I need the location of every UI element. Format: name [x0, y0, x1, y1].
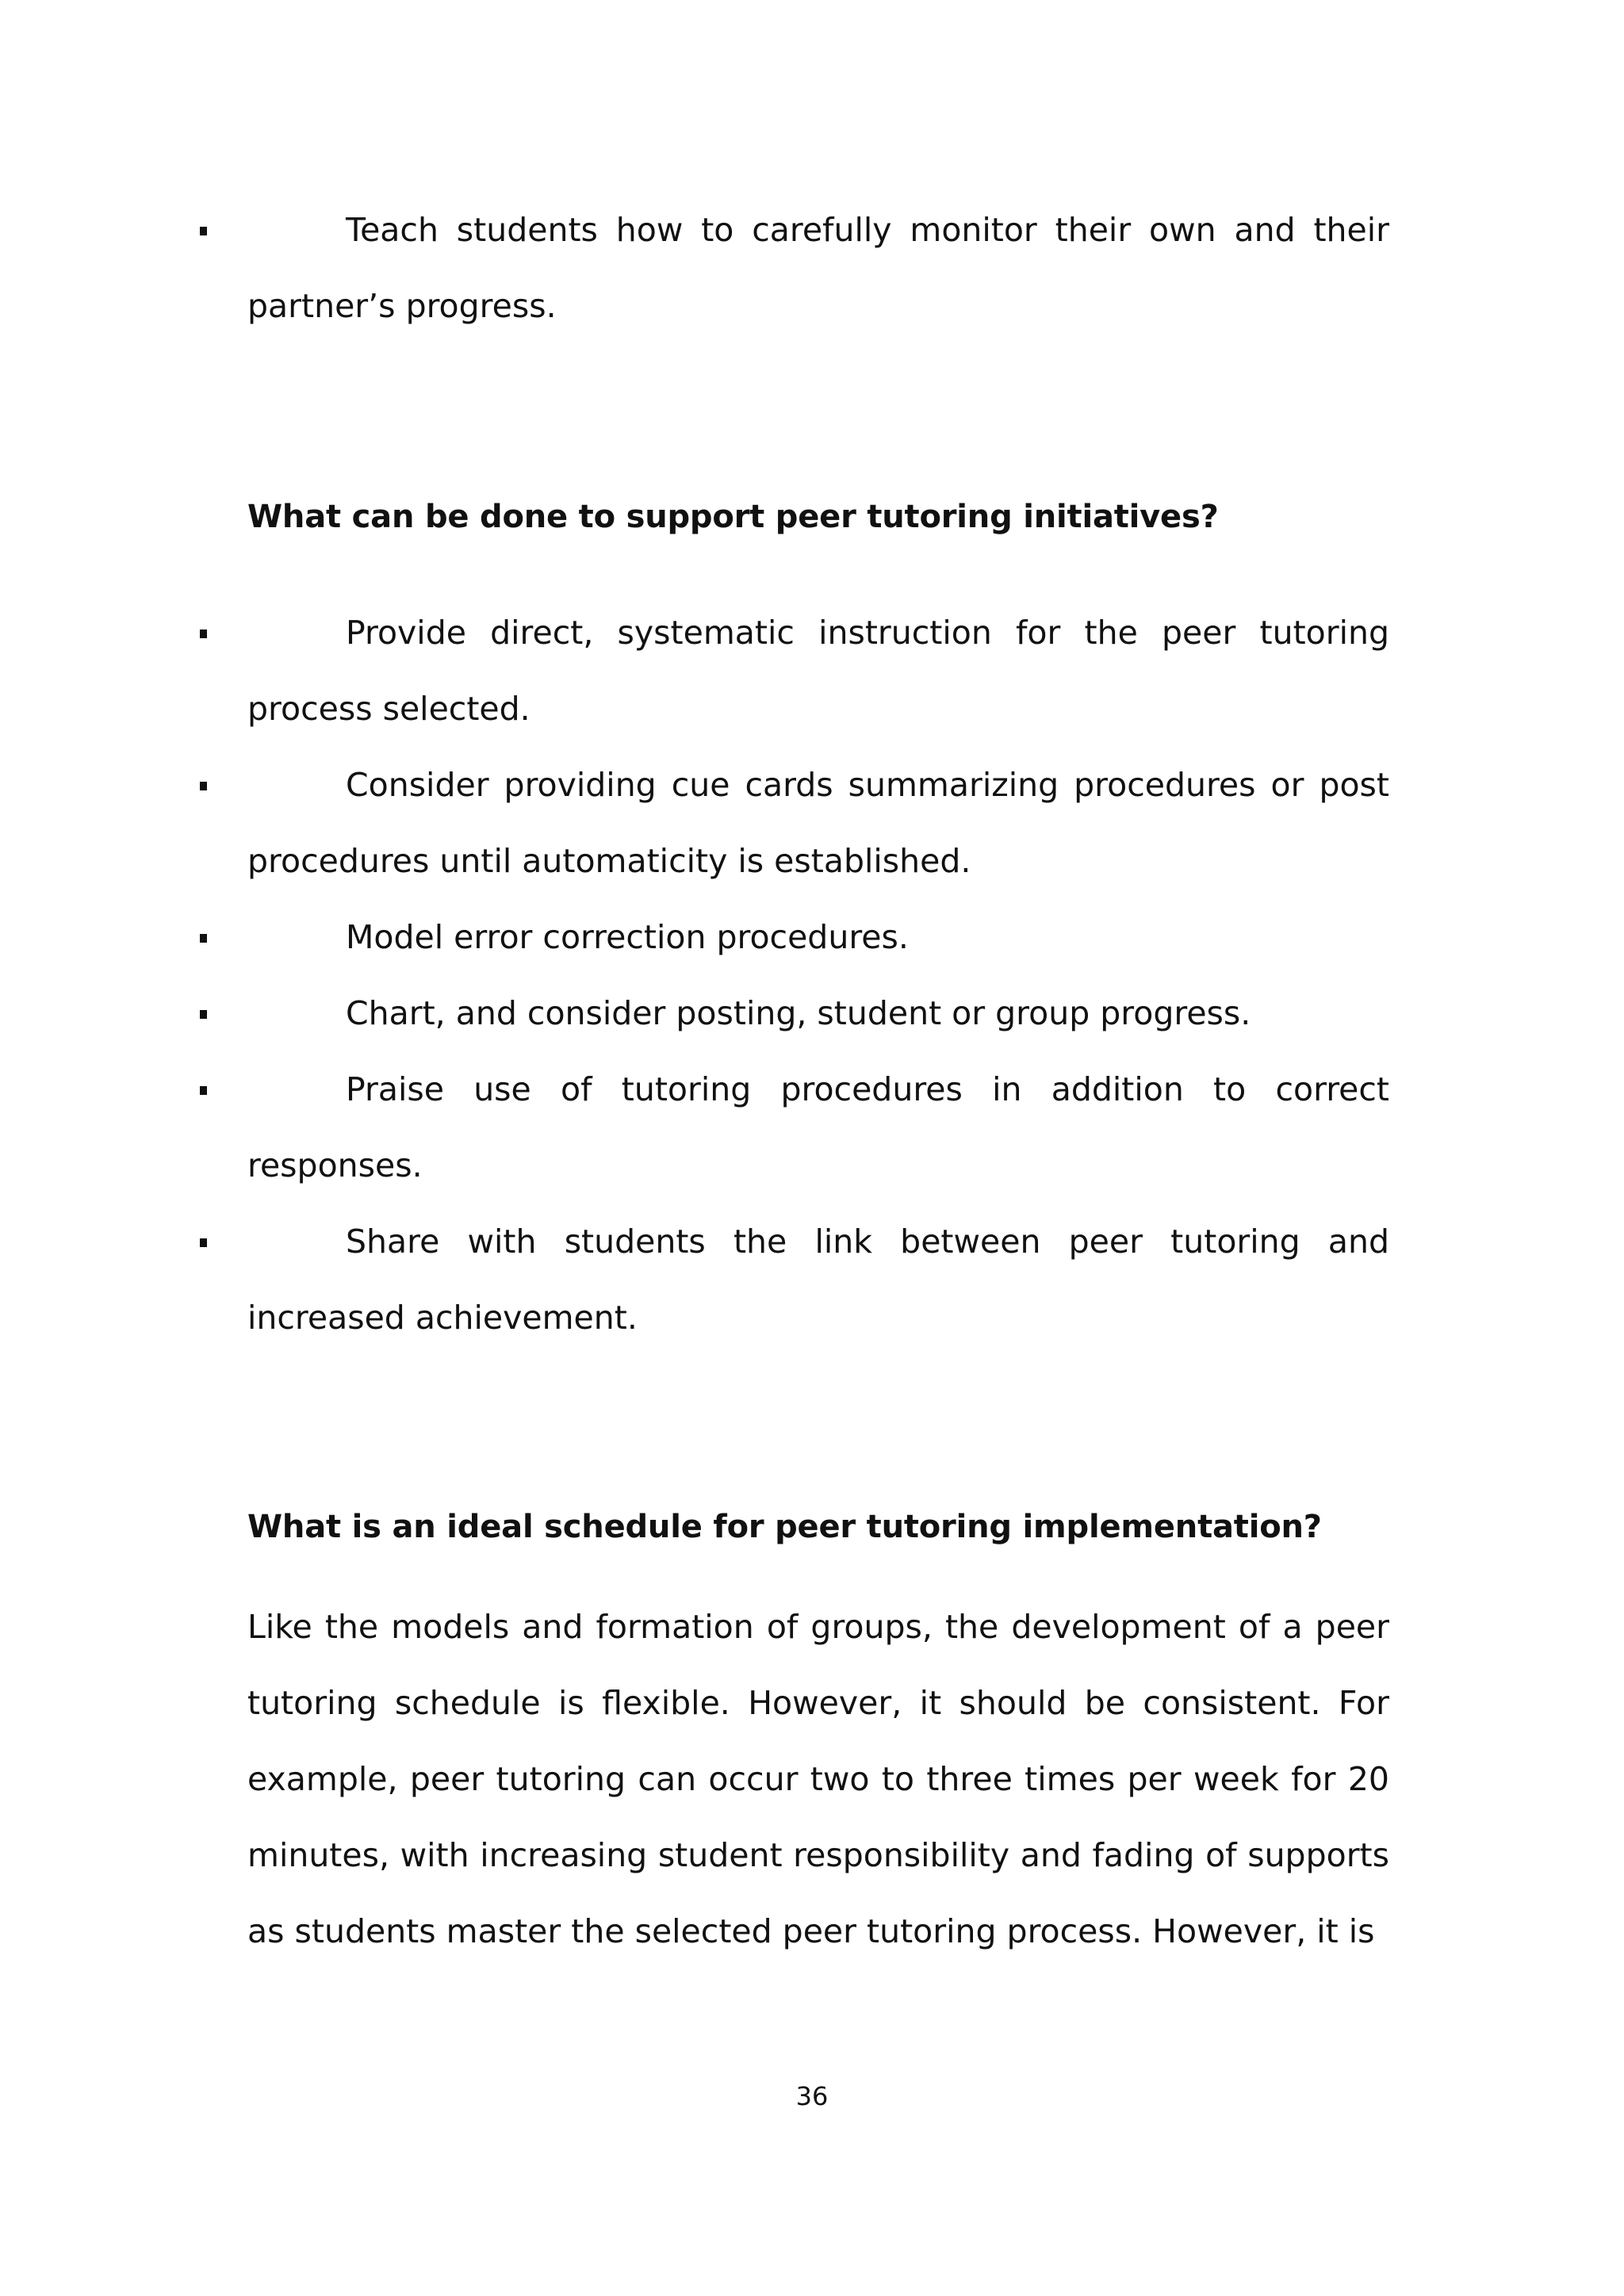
list-item-text: Model error correction procedures.: [346, 918, 909, 956]
section-heading-schedule: What is an ideal schedule for peer tutoring implementation?: [247, 1509, 1322, 1545]
bullet-square-icon: [200, 1010, 207, 1019]
page-number: 36: [795, 2081, 829, 2111]
list-item-text: Praise use of tutoring procedures in addition to correct responses.: [247, 1070, 1389, 1184]
body-paragraph: Like the models and formation of groups, the development of a peer tutoring schedule is flexible. However, it should be consistent. For example, peer tutoring can occur two to three times per week for 20 minutes, with increasing student responsibility and fading of supports as students master the selected peer tutoring process. However, it is: [247, 1608, 1389, 1950]
bullet-square-icon: [200, 1238, 207, 1247]
section-heading-support: What can be done to support peer tutoring initiatives?: [247, 499, 1219, 535]
bullet-square-icon: [200, 629, 207, 638]
bullet-square-icon: [200, 934, 207, 943]
bullet-square-icon: [200, 227, 207, 235]
bullet-square-icon: [200, 782, 207, 790]
list-item-text: Provide direct, systematic instruction for the peer tutoring process selected.: [247, 614, 1389, 728]
list-item-text: Share with students the link between peer tutoring and increased achievement.: [247, 1223, 1389, 1337]
list-item-text: Chart, and consider posting, student or group progress.: [346, 994, 1251, 1032]
list-item-text: Teach students how to carefully monitor their own and their partner’s progress.: [247, 211, 1389, 325]
bullet-square-icon: [200, 1086, 207, 1095]
list-item-text: Consider providing cue cards summarizing procedures or post procedures until automaticity is established.: [247, 766, 1389, 880]
